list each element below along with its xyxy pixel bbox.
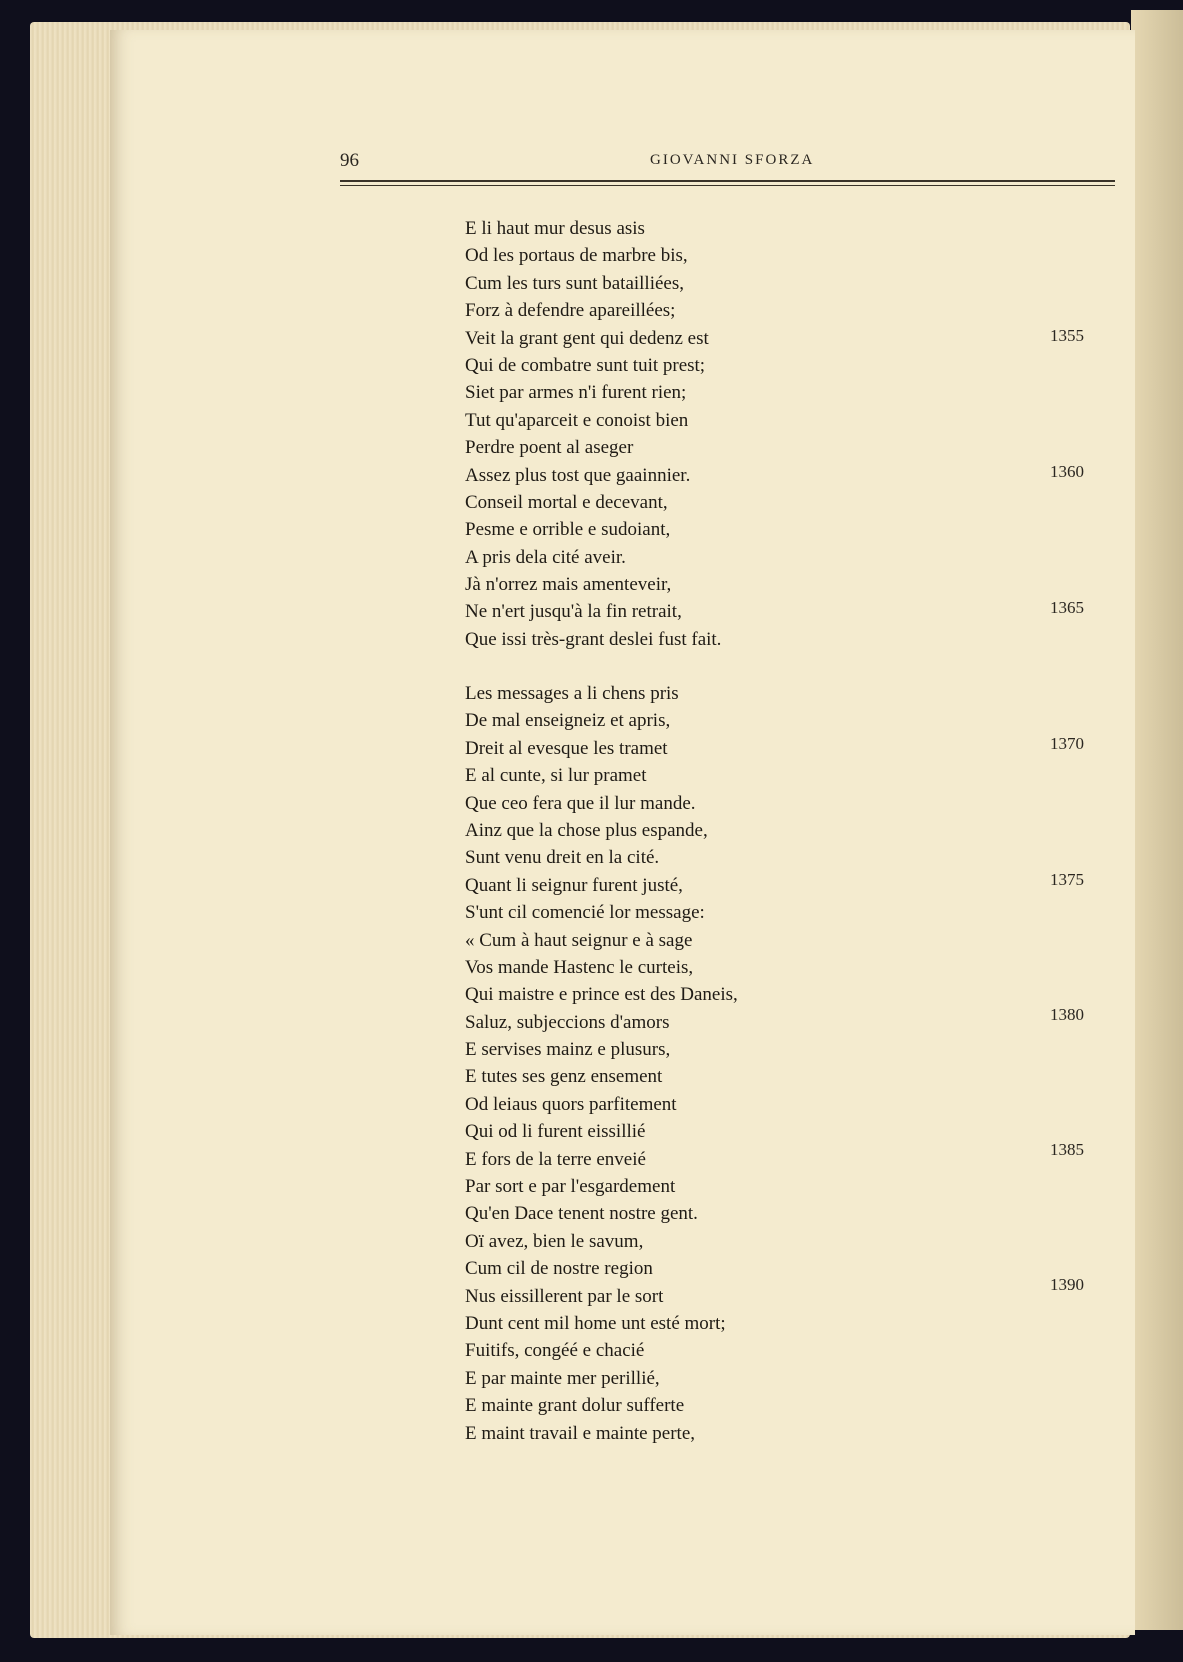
- verse-line: Siet par armes n'i furent rien;: [465, 382, 687, 404]
- verse-line: Jà n'orrez mais amenteveir,: [465, 574, 672, 596]
- verse-line: E servises mainz e plusurs,: [465, 1039, 671, 1061]
- verse-line: Vos mande Hastenc le curteis,: [465, 956, 694, 978]
- header-rule: [340, 180, 1115, 182]
- verse-line: Sunt venu dreit en la cité.: [465, 847, 660, 869]
- verse-line: E mainte grant dolur sufferte: [465, 1395, 685, 1417]
- verse-line: Que ceo fera que il lur mande.: [465, 792, 696, 814]
- verse-line: Qu'en Dace tenent nostre gent.: [465, 1203, 698, 1225]
- verse-line-number: 1360: [1050, 462, 1084, 481]
- verse-line: Tut qu'aparceit e conoist bien: [465, 409, 689, 431]
- verse-line: Perdre poent al aseger: [465, 437, 634, 459]
- verse-line-number: 1355: [1050, 326, 1084, 345]
- stanza-2: [465, 680, 965, 1447]
- verse-line-number: 1390: [1050, 1275, 1084, 1294]
- verse-line: De mal enseigneiz et apris,: [465, 710, 671, 732]
- page-number: 96: [340, 150, 359, 171]
- verse-line: Ne n'ert jusqu'à la fin retrait,: [465, 601, 682, 623]
- facing-page-edge: [1131, 10, 1183, 1630]
- verse-line: Od les portaus de marbre bis,: [465, 245, 688, 267]
- verse-line: E maint travail e mainte perte,: [465, 1422, 696, 1444]
- verse-line-number: 1380: [1050, 1005, 1084, 1024]
- verse-line-number: 1375: [1050, 870, 1084, 889]
- verse-line: E al cunte, si lur pramet: [465, 765, 647, 787]
- verse-line: Que issi très-grant deslei fust fait.: [465, 628, 722, 650]
- verse-line: Dreit al evesque les tramet: [465, 737, 668, 759]
- verse-line: Qui de combatre sunt tuit prest;: [465, 354, 706, 376]
- verse-line-number: 1370: [1050, 734, 1084, 753]
- verse-line: Qui od li furent eissillié: [465, 1121, 646, 1143]
- verse-line: Forz à defendre apareillées;: [465, 300, 676, 322]
- verse-line: Cum cil de nostre region: [465, 1258, 653, 1280]
- verse-line: E tutes ses genz ensement: [465, 1066, 663, 1088]
- verse-line: Saluz, subjeccions d'amors: [465, 1011, 670, 1033]
- verse-line: Cum les turs sunt batailliées,: [465, 272, 685, 294]
- verse-line: E li haut mur desus asis: [465, 218, 645, 239]
- verse-line: Ainz que la chose plus espande,: [465, 819, 708, 841]
- verse-line: « Cum à haut seignur e à sage: [465, 929, 693, 951]
- verse-line-number: 1385: [1050, 1140, 1084, 1159]
- verse-line: Les messages a li chens pris: [465, 683, 679, 704]
- verse-line: S'unt cil comencié lor message:: [465, 902, 705, 924]
- verse-line: E par mainte mer perillié,: [465, 1367, 660, 1389]
- verse-line: Conseil mortal e decevant,: [465, 491, 668, 513]
- verse-line: Fuitifs, congéé e chacié: [465, 1340, 645, 1362]
- verse-line: E fors de la terre enveié: [465, 1148, 646, 1170]
- verse-line: Veit la grant gent qui dedenz est: [465, 327, 709, 349]
- stanza-1: [465, 215, 965, 653]
- verse-line: Par sort e par l'esgardement: [465, 1176, 676, 1198]
- book-page: [110, 30, 1135, 1635]
- verse-line: Quant li seignur furent justé,: [465, 874, 683, 896]
- verse-line: A pris dela cité aveir.: [465, 546, 626, 568]
- verse-line: Assez plus tost que gaainnier.: [465, 464, 691, 486]
- verse-line: Pesme e orrible e sudoiant,: [465, 519, 671, 541]
- verse-line: Dunt cent mil home unt esté mort;: [465, 1312, 726, 1334]
- header-rule-thin: [340, 185, 1115, 186]
- verse-line: Oï avez, bien le savum,: [465, 1230, 644, 1252]
- verse-line: Od leiaus quors parfitement: [465, 1093, 677, 1115]
- verse-line-number: 1365: [1050, 598, 1084, 617]
- verse-line: Qui maistre e prince est des Daneis,: [465, 984, 738, 1006]
- running-head: GIOVANNI SFORZA: [650, 152, 815, 168]
- verse-line: Nus eissillerent par le sort: [465, 1285, 664, 1307]
